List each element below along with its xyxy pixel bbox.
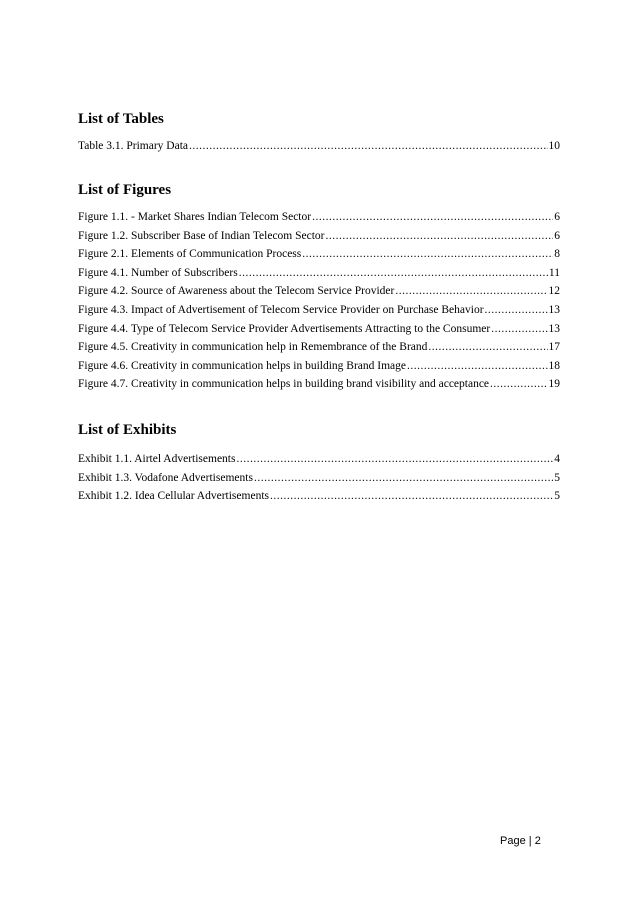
figure-entry[interactable] (78, 338, 560, 357)
entry-page: 4 (554, 453, 560, 465)
dot-leader (395, 282, 547, 301)
exhibits-heading: List of Exhibits (78, 422, 177, 438)
exhibit-entry[interactable] (78, 450, 560, 469)
entry-page: 11 (548, 266, 560, 279)
figure-entry[interactable] (78, 357, 560, 376)
entry-page: 12 (548, 285, 560, 298)
page-separator: | (528, 835, 532, 847)
figure-entry[interactable] (78, 375, 560, 394)
entry-title: Figure 4.5. Creativity in communication help in Remembrance of the Brand (78, 341, 428, 354)
dot-leader (236, 450, 553, 469)
entry-page: 19 (548, 378, 560, 391)
dot-leader (407, 357, 547, 376)
dot-leader (254, 469, 553, 488)
dot-leader (326, 227, 554, 246)
dot-leader (239, 264, 548, 283)
page-label: Page (500, 835, 526, 847)
entry-page: 5 (554, 490, 560, 503)
entry-title: Figure 4.1. Number of Subscribers (78, 266, 238, 279)
figure-entry[interactable] (78, 282, 560, 301)
exhibit-entry[interactable] (78, 469, 560, 488)
dot-leader (485, 301, 548, 320)
figure-entry[interactable] (78, 264, 560, 283)
dot-leader (302, 245, 553, 264)
figures-list (78, 208, 560, 394)
entry-page: 6 (554, 229, 560, 242)
entry-title: Figure 4.6. Creativity in communication helps in building Brand Image (78, 359, 407, 372)
entry-title: Figure 4.3. Impact of Advertisement of Telecom Service Provider on Purchase Behavior (78, 303, 484, 316)
entry-title: Figure 2.1. Elements of Communication Process (78, 248, 302, 261)
figure-entry[interactable] (78, 227, 560, 246)
tables-heading: List of Tables (78, 111, 164, 127)
entry-page: 6 (554, 211, 560, 223)
dot-leader (189, 137, 547, 156)
table-entry[interactable] (78, 137, 560, 156)
figure-entry[interactable] (78, 208, 560, 227)
page-footer (500, 834, 541, 848)
entry-page: 18 (548, 359, 560, 372)
dot-leader (312, 208, 553, 227)
entry-title: Figure 4.2. Source of Awareness about the Telecom Service Provider (78, 285, 395, 298)
tables-list (78, 137, 560, 156)
entry-page: 13 (548, 322, 560, 335)
entry-title: Exhibit 1.3. Vodafone Advertisements (78, 471, 253, 484)
entry-page: 17 (548, 341, 560, 354)
entry-title: Figure 4.4. Type of Telecom Service Provider Advertisements Attracting to the Consumer (78, 322, 491, 335)
figures-heading: List of Figures (78, 182, 172, 198)
exhibit-entry[interactable] (78, 487, 560, 506)
figure-entry[interactable] (78, 245, 560, 264)
entry-title: Exhibit 1.1. Airtel Advertisements (78, 453, 236, 465)
entry-title: Figure 4.7. Creativity in communication helps in building brand visibility and acceptance (78, 378, 490, 391)
figure-entry[interactable] (78, 301, 560, 320)
entry-page: 13 (548, 303, 560, 316)
dot-leader (491, 320, 547, 339)
entry-title: Figure 1.1. - Market Shares Indian Telecom Sector (78, 211, 312, 223)
entry-title: Exhibit 1.2. Idea Cellular Advertisements (78, 490, 269, 503)
figure-entry[interactable] (78, 320, 560, 339)
entry-page: 10 (548, 140, 560, 152)
dot-leader (270, 487, 553, 506)
entry-title: Figure 1.2. Subscriber Base of Indian Telecom Sector (78, 229, 325, 242)
exhibits-list (78, 450, 560, 506)
dot-leader (428, 338, 547, 357)
entry-page: 5 (554, 471, 560, 484)
entry-page: 8 (554, 248, 560, 261)
entry-title: Table 3.1. Primary Data (78, 140, 189, 152)
dot-leader (490, 375, 547, 394)
page-number: 2 (534, 835, 541, 847)
